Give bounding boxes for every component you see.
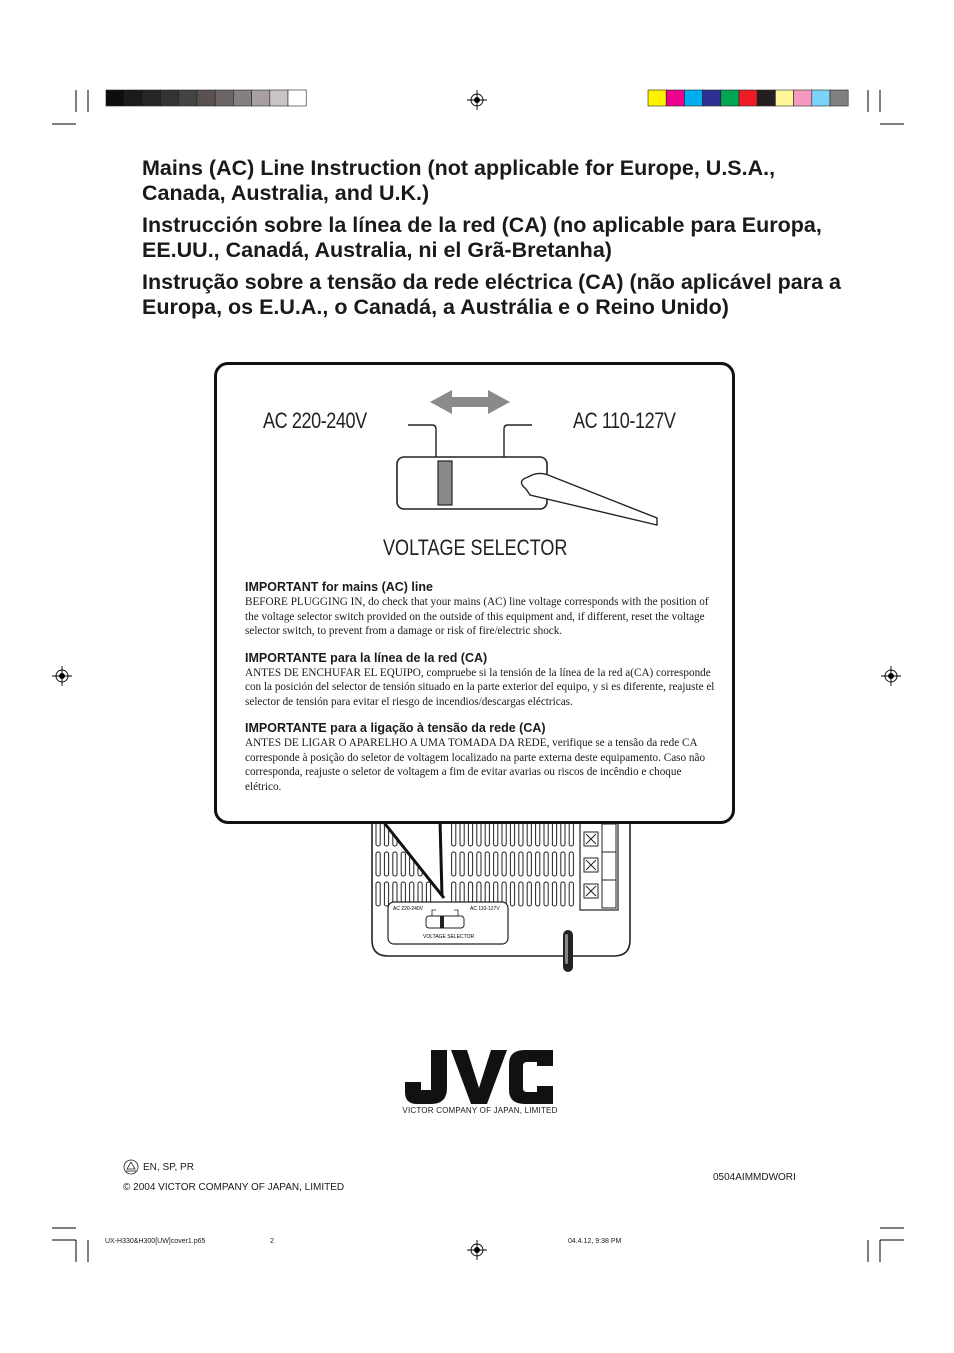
color-swatch (830, 90, 848, 106)
color-swatch (684, 90, 702, 106)
color-swatch (666, 90, 684, 106)
recycle-icon (123, 1159, 139, 1175)
color-swatch (775, 90, 793, 106)
color-swatch (161, 90, 179, 106)
color-swatch (703, 90, 721, 106)
color-swatch (721, 90, 739, 106)
note-body-spanish: ANTES DE ENCHUFAR EL EQUIPO, compruebe si la tensión de la línea de la red a(CA) corresponde con la posición del selector de tensión situado en la parte exterior del equipo, y si es diferente, reajuste el selector de tensión para evitar el riesgo de incendios/descargas eléctricas. (245, 666, 715, 708)
note-title-english: IMPORTANT for mains (AC) line (245, 580, 433, 594)
important-notes (245, 580, 715, 806)
color-swatch (812, 90, 830, 106)
logo-subtitle: VICTOR COMPANY OF JAPAN, LIMITED (402, 1106, 558, 1115)
small-right-label: AC 110-127V (470, 906, 500, 912)
color-swatch (215, 90, 233, 106)
color-swatch (179, 90, 197, 106)
double-arrow-icon (430, 390, 510, 414)
voltage-selector-label: VOLTAGE SELECTOR (383, 535, 568, 560)
small-left-label: AC 220-240V (393, 906, 424, 912)
heading-portuguese: Instrução sobre a tensão da rede eléctrica (CA) (não aplicável para a Europa, os E.U.A., o Canadá, a Austrália e o Reino Unido) (142, 270, 842, 319)
color-swatch (270, 90, 288, 106)
copyright: © 2004 VICTOR COMPANY OF JAPAN, LIMITED (123, 1182, 345, 1193)
color-swatch (288, 90, 306, 106)
language-codes: EN, SP, PR (143, 1162, 194, 1173)
headings (142, 156, 842, 327)
document-code: 0504AIMMDWORI (713, 1172, 796, 1183)
note-body-portuguese: ANTES DE LIGAR O APARELHO A UMA TOMADA DA REDE, verifique se a tensão da rede CA corresponde à posição do seletor de voltagem localizado na parte externa deste equipamento. Caso não corresponda, reajuste o seletor de voltagem a fim de evitar avarias ou riscos de incêndio e choque elétrico. (245, 737, 706, 793)
color-swatch (197, 90, 215, 106)
note-title-spanish: IMPORTANTE para la línea de la red (CA) (245, 650, 488, 665)
note-title-portuguese: IMPORTANTE para a ligação à tensão da rede (CA) (245, 721, 546, 735)
heading-english: Mains (AC) Line Instruction (not applicable for Europe, U.S.A., Canada, Australia, and U.K.) (142, 156, 776, 205)
color-swatch (757, 90, 775, 106)
grayscale-bar (106, 90, 306, 106)
jvc-logo (403, 1048, 555, 1106)
color-swatch (106, 90, 124, 106)
page-number: 2 (270, 1238, 274, 1245)
file-name: UX-H330&H300[UW]cover1.p65 (105, 1238, 206, 1245)
color-swatch (648, 90, 666, 106)
ac-110-127v-label: AC 110-127V (573, 408, 676, 433)
color-swatch (233, 90, 251, 106)
ac-220-240v-label: AC 220-240V (263, 408, 367, 433)
color-bar (648, 90, 848, 106)
color-swatch (252, 90, 270, 106)
heading-spanish: Instrucción sobre la línea de la red (CA) (no aplicable para Europa, EE.UU., Canadá, Australia, ni el Grã-Bretanha) (142, 213, 822, 262)
color-swatch (124, 90, 142, 106)
small-selector-label: VOLTAGE SELECTOR (423, 934, 475, 940)
note-body-english: BEFORE PLUGGING IN, do check that your mains (AC) line voltage corresponds with the position of the voltage selector switch provided on the outside of this equipment and, if different, reset the voltage selector switch, to prevent from a damage or risk of fire/electric shock. (245, 596, 709, 637)
print-timestamp: 04.4.12, 9:38 PM (568, 1238, 622, 1245)
color-swatch (794, 90, 812, 106)
color-swatch (142, 90, 160, 106)
color-swatch (739, 90, 757, 106)
